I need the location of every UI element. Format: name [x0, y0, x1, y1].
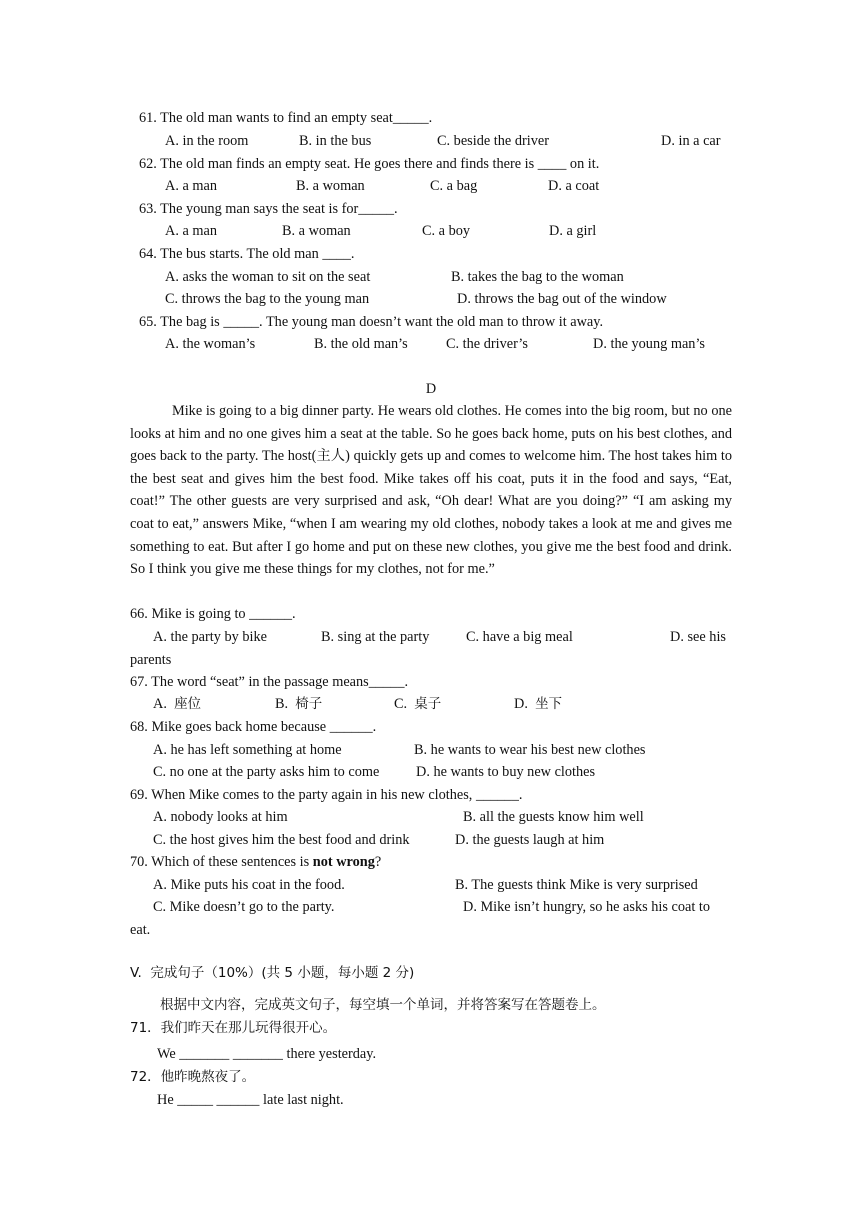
q69-stem: 69. When Mike comes to the party again in his new clothes, ______.: [130, 787, 523, 803]
section-v-instruction: 根据中文内容，完成英文句子，每空填一个单词，并将答案写在答题卷上。: [160, 997, 606, 1013]
q67-option-b-letter: B.: [275, 696, 289, 712]
q63-stem: 63. The young man says the seat is for_____.: [139, 201, 398, 217]
q69-option-b: B. all the guests know him well: [463, 809, 644, 825]
q61-option-d: D. in a car: [661, 133, 721, 149]
q62-stem: 62. The old man finds an empty seat. He goes there and finds there is ____ on it.: [139, 156, 600, 172]
q67-option-d-text: 坐下: [535, 696, 563, 712]
q67-option-b-text: 椅子: [295, 696, 323, 712]
q67-option-b: [275, 695, 322, 713]
q66-option-c: C. have a big meal: [466, 629, 573, 645]
q68-option-d: D. he wants to buy new clothes: [416, 764, 596, 780]
q68-stem: 68. Mike goes back home because ______.: [130, 719, 377, 735]
section-d-heading: D: [425, 381, 437, 397]
q65-option-b: B. the old man’s: [314, 336, 408, 352]
q62-option-c: C. a bag: [430, 178, 478, 194]
q71-english-sentence: We _______ _______ there yesterday.: [157, 1046, 377, 1062]
q67-option-a-text: 座位: [174, 696, 202, 712]
q64-option-d: D. throws the bag out of the window: [457, 291, 667, 307]
q68-option-b: B. he wants to wear his best new clothes: [414, 742, 646, 758]
q68-option-c: C. no one at the party asks him to come: [153, 764, 380, 780]
q66-option-d-continued: parents: [130, 652, 172, 668]
q62-option-b: B. a woman: [296, 178, 365, 194]
q70-option-c: C. Mike doesn’t go to the party.: [153, 899, 335, 915]
q61-option-c: C. beside the driver: [437, 133, 549, 149]
q69-option-a: A. nobody looks at him: [153, 809, 288, 825]
q61-option-a: A. in the room: [165, 133, 249, 149]
q65-option-d: D. the young man’s: [593, 336, 705, 352]
q70-option-b: B. The guests think Mike is very surprised: [455, 877, 698, 893]
section-v-heading: V. 完成句子（10%）(共 5 小题，每小题 2 分): [130, 965, 415, 981]
q67-option-d: [514, 695, 562, 713]
q63-option-d: D. a girl: [549, 223, 597, 239]
q70-stem: [130, 853, 381, 871]
q70-stem-end: ?: [374, 854, 382, 870]
reading-passage: Mike is going to a big dinner party. He wears old clothes. He comes into the big room, but no one looks at him and no one gives him a seat at the table. So he goes back home, puts on his best clothes, and goes back to the party. The host(主人) quickly gets up and comes to welcome him. The host takes him to the best seat and gives him the best food. Mike takes off his coat, puts it in the food and says, “Eat, coat!” The other guests are very surprised and ask, “Oh dear! What are you doing?” “I am asking my coat to eat,” answers Mike, “when I am wearing my old clothes, nobody takes a look at me and gives me something to eat. But after I go home and put on these new clothes, you give me the best food and drink. So I think you give me these things for my clothes, not for me.”: [130, 403, 732, 578]
q62-option-a: A. a man: [165, 178, 218, 194]
q70-option-a: A. Mike puts his coat in the food.: [153, 877, 345, 893]
q70-option-d: D. Mike isn’t hungry, so he asks his coat to: [463, 899, 710, 915]
q62-option-d: D. a coat: [548, 178, 600, 194]
q67-option-c-text: 桌子: [414, 696, 442, 712]
q68-option-a: A. he has left something at home: [153, 742, 342, 758]
q72-english-sentence: He _____ ______ late last night.: [157, 1092, 344, 1108]
q65-option-c: C. the driver’s: [446, 336, 528, 352]
q65-stem: 65. The bag is _____. The young man doesn’t want the old man to throw it away.: [139, 314, 604, 330]
q64-option-b: B. takes the bag to the woman: [451, 269, 624, 285]
q64-stem: 64. The bus starts. The old man ____.: [139, 246, 355, 262]
q66-option-d: D. see his: [670, 629, 726, 645]
q70-stem-text: 70. Which of these sentences is: [130, 854, 313, 870]
q63-option-b: B. a woman: [282, 223, 351, 239]
q67-option-a: [153, 695, 201, 713]
q61-option-b: B. in the bus: [299, 133, 372, 149]
q67-option-a-letter: A.: [153, 696, 167, 712]
q66-option-b: B. sing at the party: [321, 629, 430, 645]
q65-option-a: A. the woman’s: [165, 336, 256, 352]
q67-option-d-letter: D.: [514, 696, 528, 712]
q71-chinese-prompt: 71．我们昨天在那儿玩得很开心。: [130, 1020, 337, 1036]
q64-option-a: A. asks the woman to sit on the seat: [165, 269, 371, 285]
q61-stem: 61. The old man wants to find an empty seat_____.: [139, 110, 433, 126]
q70-option-d-continued: eat.: [130, 922, 151, 938]
q67-stem: 67. The word “seat” in the passage means_____.: [130, 674, 409, 690]
q66-stem: 66. Mike is going to ______.: [130, 606, 296, 622]
q69-option-d: D. the guests laugh at him: [455, 832, 605, 848]
q69-option-c: C. the host gives him the best food and drink: [153, 832, 410, 848]
q63-option-a: A. a man: [165, 223, 218, 239]
q67-option-c: [394, 695, 441, 713]
q63-option-c: C. a boy: [422, 223, 471, 239]
q72-chinese-prompt: 72．他昨晚熬夜了。: [130, 1069, 256, 1085]
q66-option-a: A. the party by bike: [153, 629, 267, 645]
q70-stem-emphasis: not wrong: [312, 854, 375, 870]
q67-option-c-letter: C.: [394, 696, 408, 712]
q64-option-c: C. throws the bag to the young man: [165, 291, 370, 307]
